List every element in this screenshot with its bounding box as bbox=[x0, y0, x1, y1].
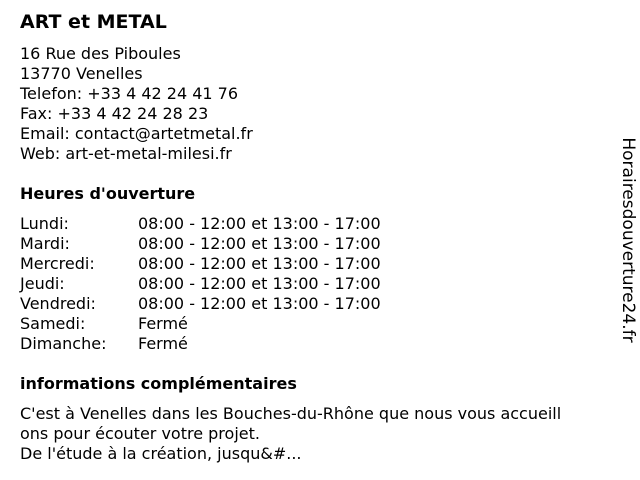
hours-row-sunday bbox=[20, 334, 610, 354]
day-label: Vendredi: bbox=[20, 294, 96, 313]
day-hours: 08:00 - 12:00 et 13:00 - 17:00 bbox=[138, 294, 381, 313]
business-name: ART et METAL bbox=[20, 11, 167, 33]
opening-hours-heading: Heures d'ouverture bbox=[20, 184, 196, 203]
opening-hours-table bbox=[20, 214, 610, 354]
day-label: Mardi: bbox=[20, 234, 70, 253]
city-postcode: 13770 Venelles bbox=[20, 64, 143, 83]
day-hours: 08:00 - 12:00 et 13:00 - 17:00 bbox=[138, 254, 381, 273]
contact-block bbox=[20, 44, 610, 164]
hours-row-wednesday bbox=[20, 254, 610, 274]
day-label: Jeudi: bbox=[20, 274, 65, 293]
day-label: Samedi: bbox=[20, 314, 86, 333]
day-hours: 08:00 - 12:00 et 13:00 - 17:00 bbox=[138, 234, 381, 253]
day-label: Mercredi: bbox=[20, 254, 95, 273]
info-line: C'est à Venelles dans les Bouches-du-Rhône que nous vous accueill bbox=[20, 404, 562, 423]
site-watermark: Horairesdouverture24.fr bbox=[618, 137, 638, 343]
hours-row-monday bbox=[20, 214, 610, 234]
day-hours: 08:00 - 12:00 et 13:00 - 17:00 bbox=[138, 274, 381, 293]
day-label: Lundi: bbox=[20, 214, 69, 233]
hours-row-friday bbox=[20, 294, 610, 314]
phone-number: Telefon: +33 4 42 24 41 76 bbox=[20, 84, 239, 103]
day-hours: Fermé bbox=[138, 334, 188, 353]
email-address: Email: contact@artetmetal.fr bbox=[20, 124, 253, 143]
day-hours: 08:00 - 12:00 et 13:00 - 17:00 bbox=[138, 214, 381, 233]
business-card bbox=[20, 10, 610, 464]
info-line: ons pour écouter votre projet. bbox=[20, 424, 260, 443]
hours-row-tuesday bbox=[20, 234, 610, 254]
day-hours: Fermé bbox=[138, 314, 188, 333]
day-label: Dimanche: bbox=[20, 334, 107, 353]
website: Web: art-et-metal-milesi.fr bbox=[20, 144, 232, 163]
info-line: De l'étude à la création, jusqu&#... bbox=[20, 444, 302, 463]
fax-number: Fax: +33 4 42 24 28 23 bbox=[20, 104, 209, 123]
hours-row-saturday bbox=[20, 314, 610, 334]
additional-info-heading: informations complémentaires bbox=[20, 374, 297, 393]
additional-info-text bbox=[20, 404, 610, 464]
street-address: 16 Rue des Piboules bbox=[20, 44, 181, 63]
hours-row-thursday bbox=[20, 274, 610, 294]
